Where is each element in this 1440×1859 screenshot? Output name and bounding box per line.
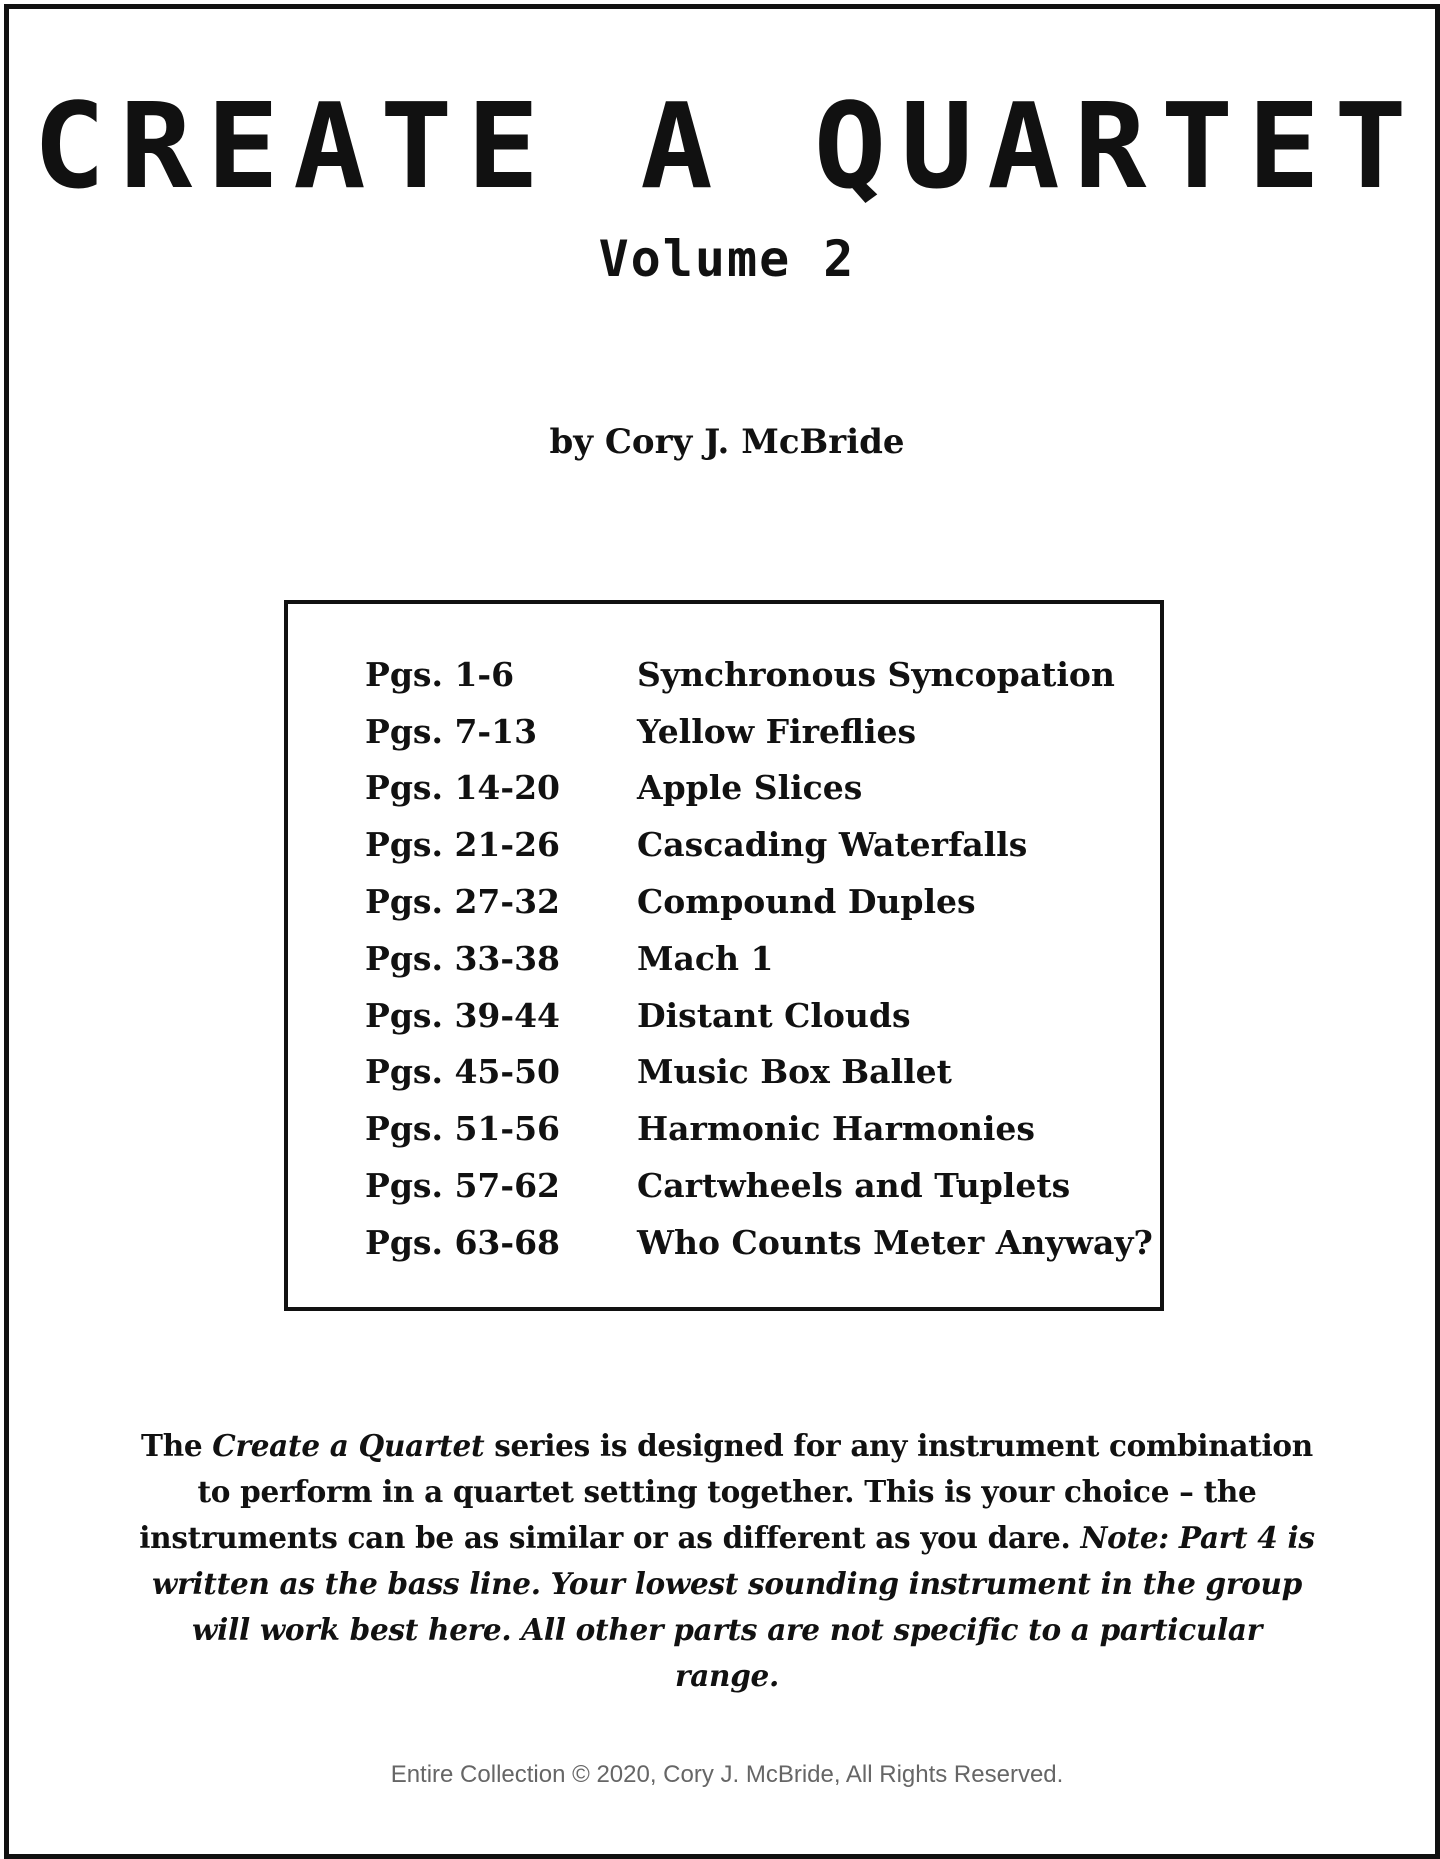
copyright-notice: Entire Collection © 2020, Cory J. McBride, All Rights Reserved. <box>390 1761 1064 1788</box>
toc-row <box>365 930 1153 987</box>
description-body: series is designed for any instrument combination to perform in a quartet setting together. This is your choice – the instruments can be as similar or as different as you dare. <box>139 1428 1313 1555</box>
toc-row <box>365 703 1153 760</box>
toc-piece-title: Harmonic Harmonies <box>637 1109 1035 1149</box>
toc-piece-title: Distant Clouds <box>637 995 911 1035</box>
toc-page-range: Pgs. 33-38 <box>365 938 560 978</box>
page-frame <box>4 4 1440 1859</box>
toc-page-range: Pgs. 45-50 <box>365 1052 560 1092</box>
toc-piece-title: Compound Duples <box>637 882 976 922</box>
toc-piece-title: Apple Slices <box>637 768 863 808</box>
toc-page-range: Pgs. 14-20 <box>365 768 560 808</box>
toc-row <box>365 1100 1153 1157</box>
toc-page-range: Pgs. 21-26 <box>365 825 560 865</box>
toc-piece-title: Mach 1 <box>637 938 774 978</box>
volume-label: Volume 2 <box>598 230 856 288</box>
toc-page-range: Pgs. 7-13 <box>365 711 538 751</box>
author-line: by Cory J. McBride <box>549 422 905 462</box>
toc-row <box>365 1157 1153 1214</box>
toc-page-range: Pgs. 1-6 <box>365 654 515 694</box>
description-note: Note: Part 4 is written as the bass line. Your lowest sounding instrument in the group will work best here. All other parts are not specific to a particular range. <box>152 1520 1315 1693</box>
toc-row <box>365 760 1153 817</box>
toc-page-range: Pgs. 57-62 <box>365 1166 560 1206</box>
table-of-contents <box>284 600 1164 1311</box>
series-description <box>139 1423 1315 1699</box>
toc-list <box>365 646 1153 1271</box>
toc-piece-title: Synchronous Syncopation <box>637 654 1115 694</box>
toc-piece-title: Who Counts Meter Anyway? <box>637 1222 1153 1262</box>
toc-page-range: Pgs. 51-56 <box>365 1109 560 1149</box>
toc-page-range: Pgs. 27-32 <box>365 882 560 922</box>
toc-row <box>365 1044 1153 1101</box>
toc-piece-title: Music Box Ballet <box>637 1052 952 1092</box>
toc-row <box>365 816 1153 873</box>
toc-piece-title: Yellow Fireflies <box>637 711 917 751</box>
toc-piece-title: Cartwheels and Tuplets <box>637 1166 1071 1206</box>
series-name: Create a Quartet <box>212 1428 485 1463</box>
toc-row <box>365 646 1153 703</box>
toc-row <box>365 987 1153 1044</box>
toc-row <box>365 873 1153 930</box>
toc-page-range: Pgs. 63-68 <box>365 1222 560 1262</box>
toc-piece-title: Cascading Waterfalls <box>637 825 1028 865</box>
description-intro: The <box>141 1428 213 1463</box>
book-title: CREATE A QUARTET <box>33 77 1421 215</box>
toc-page-range: Pgs. 39-44 <box>365 995 560 1035</box>
toc-row <box>365 1214 1153 1271</box>
